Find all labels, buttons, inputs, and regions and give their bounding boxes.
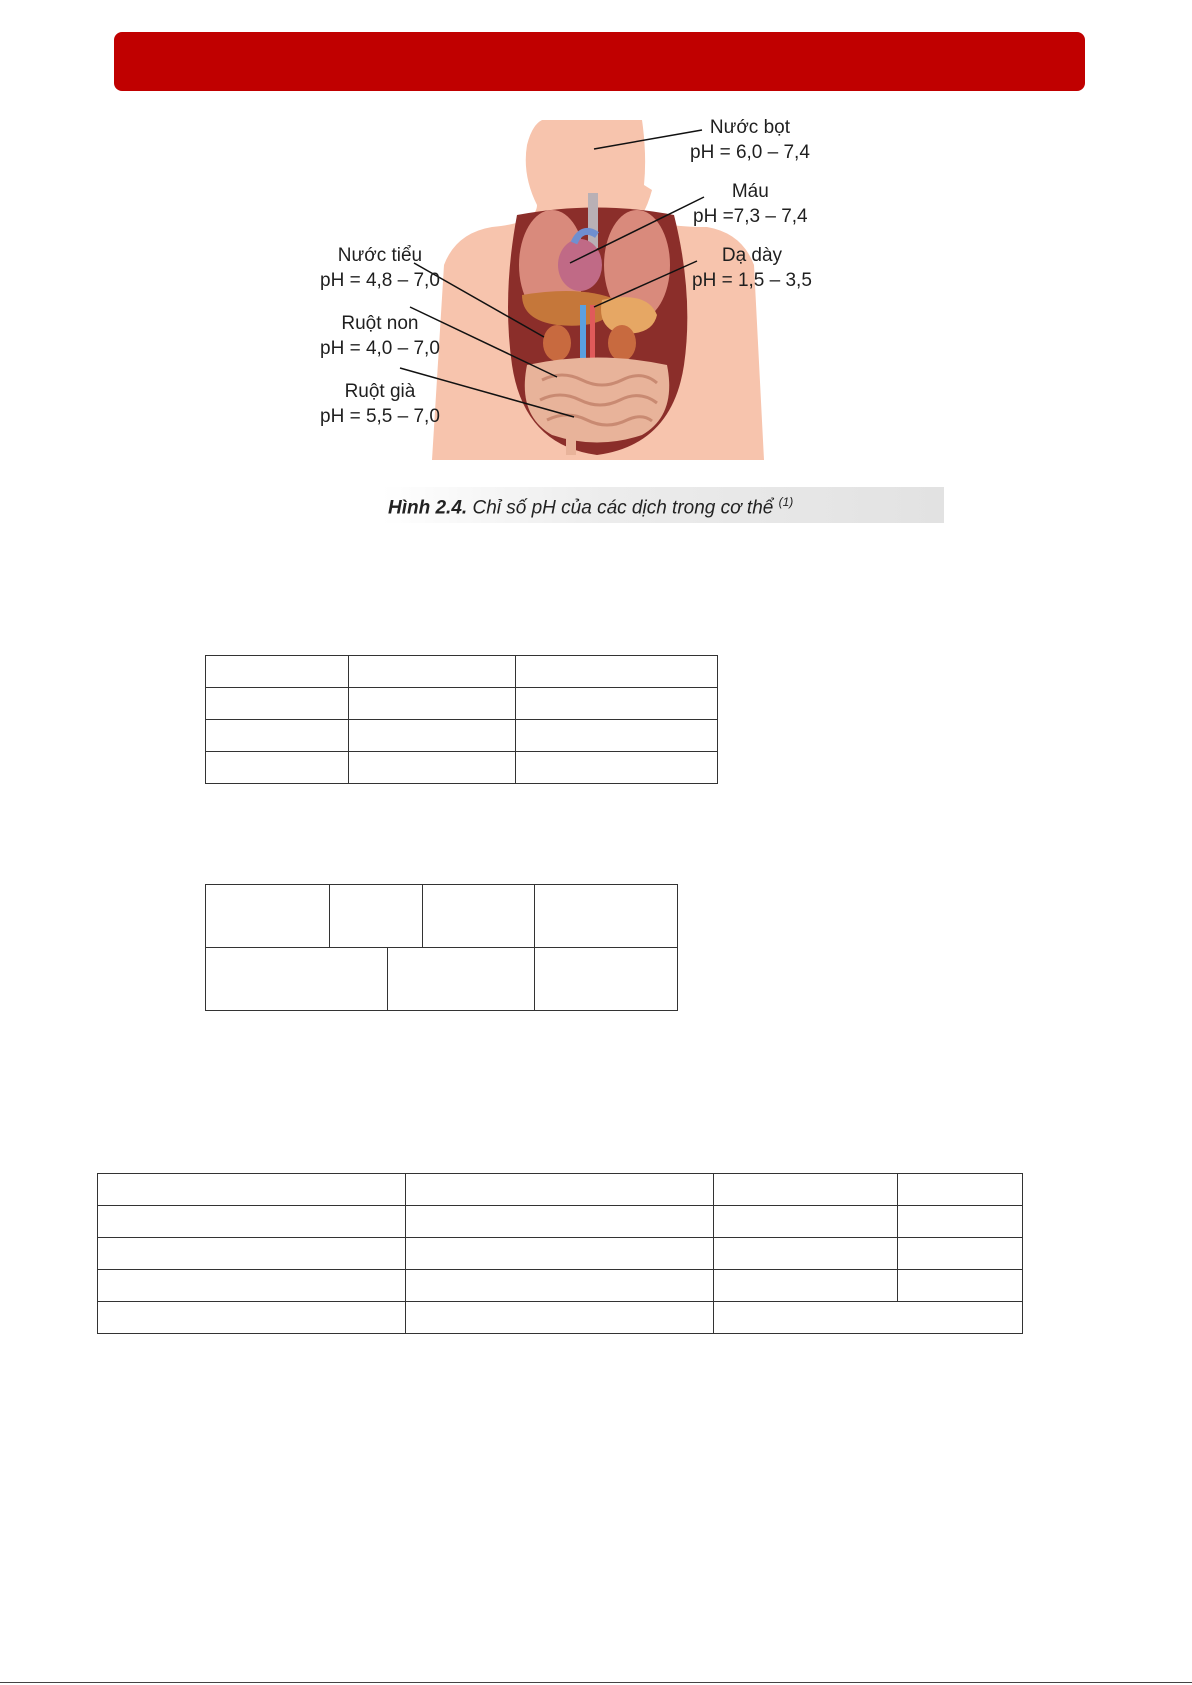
table-cell <box>898 1174 1023 1206</box>
table-row <box>206 752 718 784</box>
table-row <box>206 885 678 948</box>
label-urine-name: Nước tiểu <box>337 245 423 266</box>
table-cell <box>330 885 423 948</box>
label-stomach-name: Dạ dày <box>721 245 783 266</box>
label-urine-ph: pH = 4,8 – 7,0 <box>320 270 440 291</box>
caption-label: Hình 2.4. <box>388 497 468 519</box>
table-cell <box>349 656 516 688</box>
table-cell <box>898 1270 1023 1302</box>
table-cell <box>406 1174 714 1206</box>
table-row <box>98 1206 1023 1238</box>
table-cell <box>516 720 718 752</box>
rectum <box>566 433 576 455</box>
table-row <box>206 656 718 688</box>
table-cell <box>206 720 349 752</box>
table-cell <box>98 1174 406 1206</box>
footer-rule <box>0 1682 1192 1683</box>
label-urine <box>320 243 440 293</box>
trachea <box>588 193 598 248</box>
label-stomach <box>692 243 812 293</box>
table-cell <box>98 1302 406 1334</box>
table-cell <box>516 656 718 688</box>
table-cell <box>388 948 535 1011</box>
empty-table-1 <box>205 655 718 784</box>
table-row <box>206 720 718 752</box>
table-cell <box>714 1206 898 1238</box>
label-large-intestine <box>320 379 440 429</box>
table-cell <box>714 1270 898 1302</box>
table-cell <box>714 1174 898 1206</box>
label-small-intestine-ph: pH = 4,0 – 7,0 <box>320 338 440 359</box>
label-blood-name: Máu <box>731 181 769 202</box>
table-row <box>206 688 718 720</box>
label-blood <box>693 179 808 229</box>
heart <box>558 239 602 291</box>
table-row <box>98 1238 1023 1270</box>
table-cell <box>406 1206 714 1238</box>
intestines <box>525 358 669 443</box>
body-ph-figure <box>312 115 944 527</box>
table-cell <box>206 752 349 784</box>
table-cell <box>349 688 516 720</box>
label-blood-ph: pH =7,3 – 7,4 <box>693 206 808 227</box>
table-cell <box>898 1238 1023 1270</box>
header-banner <box>114 32 1085 91</box>
table-cell <box>423 885 535 948</box>
empty-table-2 <box>205 884 678 1011</box>
table-cell <box>898 1206 1023 1238</box>
table-cell <box>406 1238 714 1270</box>
label-stomach-ph: pH = 1,5 – 3,5 <box>692 270 812 291</box>
right-kidney <box>608 325 636 361</box>
label-large-intestine-name: Ruột già <box>344 381 416 402</box>
caption-text: Chỉ số pH của các dịch trong cơ thể <box>472 497 774 519</box>
table-cell <box>714 1238 898 1270</box>
label-large-intestine-ph: pH = 5,5 – 7,0 <box>320 406 440 427</box>
table-cell <box>516 752 718 784</box>
table-cell <box>98 1238 406 1270</box>
table-cell <box>206 885 330 948</box>
table-row <box>98 1270 1023 1302</box>
left-kidney <box>543 325 571 361</box>
table-cell <box>535 885 678 948</box>
table-row <box>98 1174 1023 1206</box>
label-saliva-name: Nước bọt <box>709 117 790 138</box>
table-cell <box>535 948 678 1011</box>
label-small-intestine-name: Ruột non <box>341 313 419 334</box>
label-small-intestine <box>320 311 440 361</box>
table-cell <box>406 1302 714 1334</box>
table-cell <box>516 688 718 720</box>
table-row <box>206 948 678 1011</box>
label-saliva <box>690 115 810 165</box>
table-cell <box>98 1270 406 1302</box>
table-cell <box>714 1302 1023 1334</box>
table-cell <box>98 1206 406 1238</box>
table-row <box>98 1302 1023 1334</box>
empty-table-3 <box>97 1173 1023 1334</box>
table-cell <box>349 752 516 784</box>
table-cell <box>206 656 349 688</box>
table-cell <box>349 720 516 752</box>
figure-caption <box>388 495 793 519</box>
table-cell <box>406 1270 714 1302</box>
table-cell <box>206 688 349 720</box>
table-cell <box>206 948 388 1011</box>
label-saliva-ph: pH = 6,0 – 7,4 <box>690 142 810 163</box>
caption-note: (1) <box>778 495 794 509</box>
